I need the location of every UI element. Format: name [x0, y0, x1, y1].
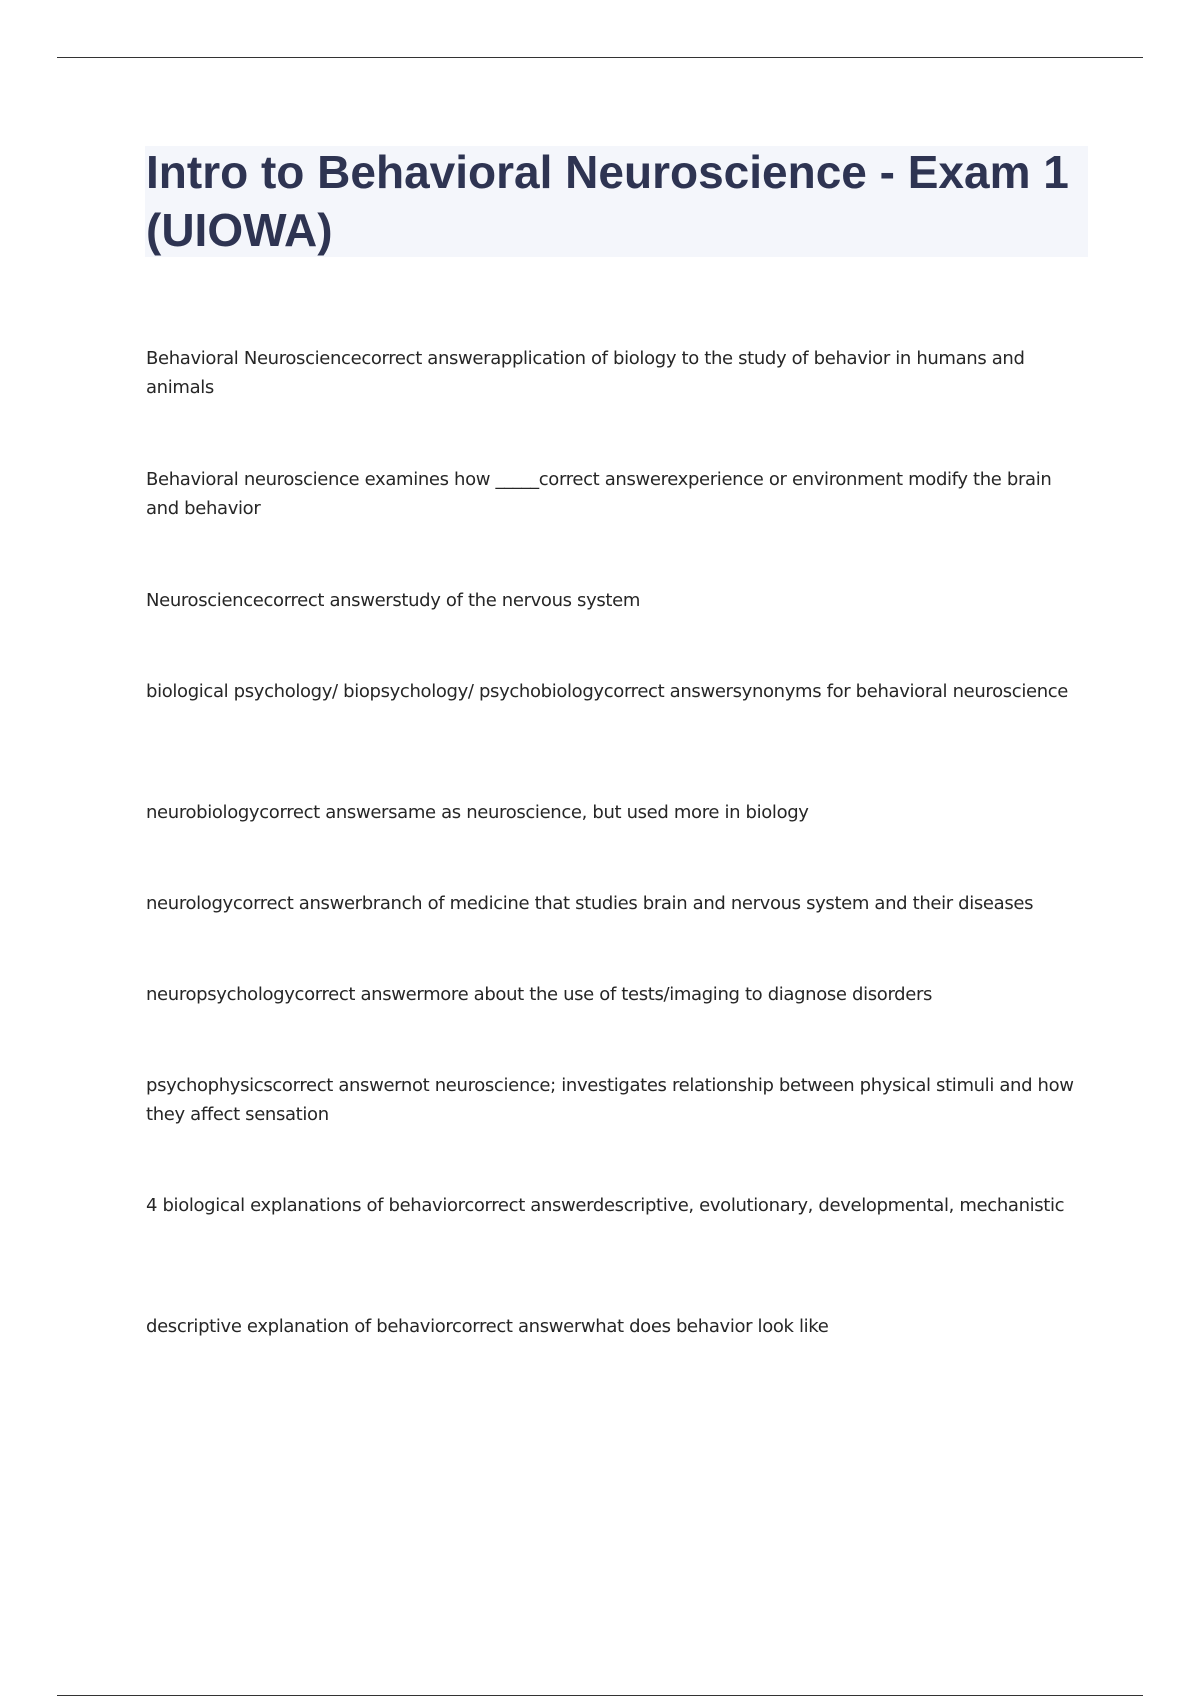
- card-term: Behavioral Neuroscience: [146, 348, 362, 369]
- card-term: Behavioral neuroscience examines how _____: [146, 469, 539, 490]
- flashcard: [146, 980, 1086, 1009]
- document-title: Intro to Behavioral Neuroscience - Exam 1 (UIOWA): [146, 146, 1069, 256]
- flashcard: [146, 344, 1086, 402]
- card-term: Neuroscience: [146, 590, 264, 611]
- card-separator: correct answer: [464, 1195, 593, 1216]
- card-separator: correct answer: [603, 681, 733, 702]
- flashcard: [146, 1071, 1086, 1129]
- card-term: biological psychology/ biopsychology/ psychobiology: [146, 681, 604, 702]
- card-term: descriptive explanation of behavior: [146, 1316, 453, 1337]
- top-divider: [57, 57, 1143, 58]
- card-definition: experience or environment modify the brain and behavior: [146, 469, 1052, 519]
- card-definition: synonyms for behavioral neuroscience: [732, 681, 1069, 702]
- card-term: neurology: [146, 893, 233, 914]
- card-definition: descriptive, evolutionary, developmental, mechanistic: [592, 1195, 1065, 1216]
- flashcard: [146, 798, 1086, 827]
- flashcard: [146, 465, 1086, 523]
- card-term: neurobiology: [146, 802, 260, 823]
- flashcard: [146, 586, 1086, 615]
- card-definition: what does behavior look like: [580, 1316, 829, 1337]
- card-term: psychophysics: [146, 1075, 273, 1096]
- card-term: neuropsychology: [146, 984, 295, 1005]
- card-definition: study of the nervous system: [392, 590, 641, 611]
- card-definition: application of biology to the study of behavior in humans and animals: [146, 348, 1025, 398]
- card-definition: same as neuroscience, but used more in biology: [388, 802, 809, 823]
- flashcard: [146, 677, 1086, 706]
- card-separator: correct answer: [538, 469, 668, 490]
- card-definition: not neuroscience; investigates relationship between physical stimuli and how they affect sensation: [146, 1075, 1074, 1125]
- flashcard: [146, 1312, 1086, 1341]
- card-separator: correct answer: [263, 590, 393, 611]
- flashcard: [146, 1191, 1086, 1220]
- card-separator: correct answer: [294, 984, 424, 1005]
- bottom-divider: [57, 1695, 1143, 1696]
- card-separator: correct answer: [452, 1316, 581, 1337]
- card-separator: correct answer: [232, 893, 362, 914]
- card-definition: branch of medicine that studies brain and nervous system and their diseases: [361, 893, 1034, 914]
- card-separator: correct answer: [272, 1075, 401, 1096]
- card-separator: correct answer: [361, 348, 491, 369]
- card-term: 4 biological explanations of behavior: [146, 1195, 465, 1216]
- card-definition: more about the use of tests/imaging to diagnose disorders: [423, 984, 933, 1005]
- card-separator: correct answer: [259, 802, 389, 823]
- flashcard: [146, 889, 1086, 918]
